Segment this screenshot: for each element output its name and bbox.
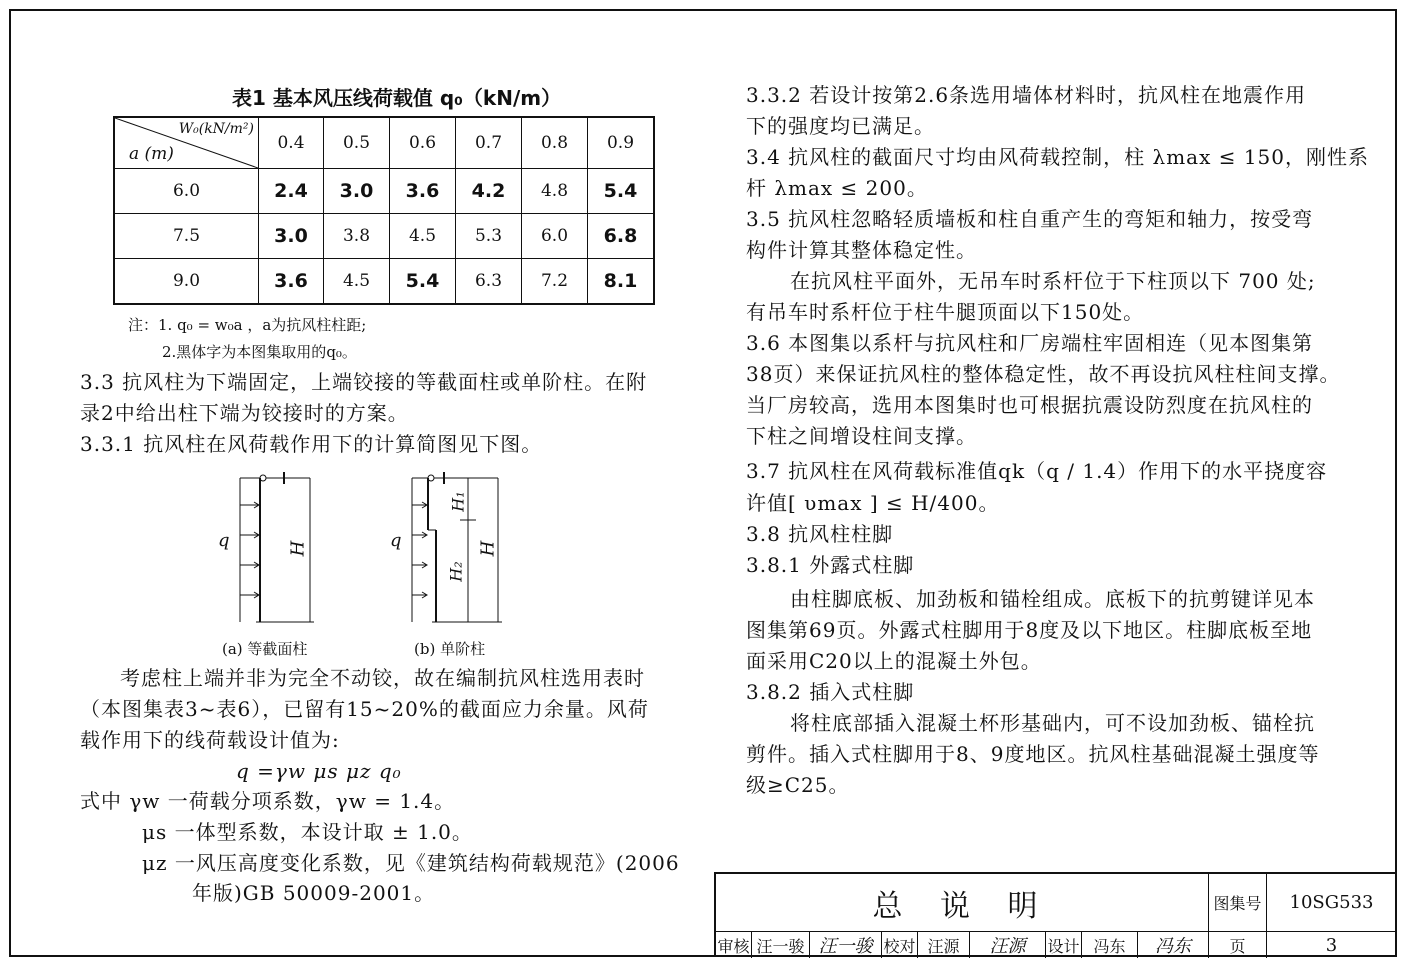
label-q-b: q	[390, 530, 402, 551]
right-line-23: 级≥C25。	[746, 773, 850, 797]
col-header: 0.4	[259, 117, 324, 169]
diagram-b-caption: (b) 单阶柱	[414, 640, 486, 658]
col-header: 0.5	[324, 117, 390, 169]
para-consider-3: 载作用下的线荷载设计值为:	[80, 728, 340, 752]
row-header: 9.0	[114, 259, 259, 305]
designer-signature: 冯东	[1138, 932, 1209, 958]
table-cell: 5.3	[456, 214, 522, 259]
table-cell: 6.8	[588, 214, 655, 259]
col-header: 0.9	[588, 117, 655, 169]
reviewer-name: 汪一骏	[752, 932, 810, 958]
table-cell: 2.4	[259, 169, 324, 214]
right-line-2: 下的强度均已满足。	[746, 114, 935, 138]
table-caption: 表1 基本风压线荷载值 q₀（kN/m）	[232, 86, 562, 110]
table-cell: 6.3	[456, 259, 522, 305]
right-line-19: 面采用C20以上的混凝土外包。	[746, 649, 1042, 673]
table-corner-cell	[114, 117, 259, 169]
table-row	[114, 259, 654, 305]
right-line-15: 3.8 抗风柱柱脚	[746, 522, 894, 546]
atlas-no-label: 图集号	[1209, 874, 1267, 931]
diagram-a-caption: (a) 等截面柱	[222, 640, 308, 658]
table-cell: 4.8	[522, 169, 588, 214]
table-cell: 7.2	[522, 259, 588, 305]
title-block-row-top	[716, 874, 1396, 932]
right-line-3: 3.4 抗风柱的截面尺寸均由风荷载控制，柱 λmax ≤ 150，刚性系	[746, 145, 1370, 169]
right-line-17: 由柱脚底板、加劲板和锚栓组成。底板下的抗剪键详见本	[790, 587, 1315, 611]
right-line-9: 3.6 本图集以系杆与抗风柱和厂房端柱牢固相连（见本图集第	[746, 331, 1314, 355]
right-line-13: 3.7 抗风柱在风荷载标准值qk（q / 1.4）作用下的水平挠度容	[746, 459, 1328, 483]
table-cell: 3.0	[324, 169, 390, 214]
title-block-row-bottom	[716, 932, 1396, 958]
design-label: 设计	[1046, 932, 1082, 958]
check-label: 校对	[882, 932, 918, 958]
table-cell: 3.6	[259, 259, 324, 305]
table-cell: 5.4	[390, 259, 456, 305]
label-H-a: H	[287, 540, 309, 557]
para-consider-1: 考虑柱上端并非为完全不动铰，故在编制抗风柱选用表时	[120, 666, 645, 690]
wind-load-table	[113, 116, 655, 305]
where-muz: μz 一风压高度变化系数，见《建筑结构荷载规范》(2006	[142, 851, 680, 875]
para-3-3-1: 3.3.1 抗风柱在风荷载作用下的计算简图见下图。	[80, 432, 543, 456]
table-cell: 4.5	[390, 214, 456, 259]
title-block	[714, 872, 1396, 956]
right-line-14: 许值[ υmax ] ≤ H/400。	[746, 491, 1000, 515]
col-header: 0.8	[522, 117, 588, 169]
right-line-7: 在抗风柱平面外，无吊车时系杆位于下柱顶以下 700 处;	[790, 269, 1316, 293]
right-line-21: 将柱底部插入混凝土杯形基础内，可不设加劲板、锚栓抗	[790, 711, 1315, 735]
table-cell: 3.0	[259, 214, 324, 259]
table-cell: 3.6	[390, 169, 456, 214]
table-cell: 3.8	[324, 214, 390, 259]
page-label: 页	[1209, 932, 1267, 958]
right-line-22: 剪件。插入式柱脚用于8、9度地区。抗风柱基础混凝土强度等	[746, 742, 1320, 766]
checker-name: 汪源	[918, 932, 970, 958]
right-line-1: 3.3.2 若设计按第2.6条选用墙体材料时，抗风柱在地震作用	[746, 83, 1307, 107]
row-header: 7.5	[114, 214, 259, 259]
label-H2: H₂	[446, 561, 466, 582]
right-line-11: 当厂房较高，选用本图集时也可根据抗震设防烈度在抗风柱的	[746, 393, 1313, 417]
right-line-5: 3.5 抗风柱忽略轻质墙板和柱自重产生的弯矩和轴力，按受弯	[746, 207, 1314, 231]
table-header-row	[114, 117, 654, 169]
right-line-16: 3.8.1 外露式柱脚	[746, 553, 915, 577]
col-header: 0.6	[390, 117, 456, 169]
table-note-2: 2.黑体字为本图集取用的q₀。	[162, 343, 357, 361]
right-line-10: 38页）来保证抗风柱的整体稳定性，故不再设抗风柱柱间支撑。	[746, 362, 1341, 386]
header-w0: W₀(kN/m²)	[178, 121, 254, 137]
right-line-4: 杆 λmax ≤ 200。	[746, 176, 928, 200]
right-line-12: 下柱之间增设柱间支撑。	[746, 424, 977, 448]
table-cell: 4.5	[324, 259, 390, 305]
table-row	[114, 214, 654, 259]
table-row	[114, 169, 654, 214]
diagram-stepped-section	[372, 470, 532, 630]
header-a: a (m)	[129, 144, 174, 164]
drawing-title: 总 说 明	[716, 874, 1209, 931]
para-3-3-line1: 3.3 抗风柱为下端固定，上端铰接的等截面柱或单阶柱。在附	[80, 370, 648, 394]
table-cell: 4.2	[456, 169, 522, 214]
col-header: 0.7	[456, 117, 522, 169]
right-line-20: 3.8.2 插入式柱脚	[746, 680, 915, 704]
table-note-1: 注：1. q₀ = w₀a ，a为抗风柱柱距;	[128, 316, 367, 334]
label-q-a: q	[218, 530, 230, 551]
checker-signature: 汪源	[970, 932, 1046, 958]
diagram-constant-section	[200, 470, 350, 630]
reviewer-signature: 汪一骏	[810, 932, 882, 958]
para-3-3-line2: 录2中给出柱下端为铰接时的方案。	[80, 401, 409, 425]
formula-q: q =γw μs μz q₀	[236, 759, 402, 783]
row-header: 6.0	[114, 169, 259, 214]
designer-name: 冯东	[1082, 932, 1138, 958]
where-mus: μs 一体型系数，本设计取 ± 1.0。	[142, 820, 473, 844]
label-H1: H₁	[448, 491, 468, 512]
right-line-8: 有吊车时系杆位于柱牛腿顶面以下150处。	[746, 300, 1145, 324]
label-H-b: H	[477, 540, 499, 557]
atlas-no: 10SG533	[1289, 892, 1374, 913]
table-cell: 5.4	[588, 169, 655, 214]
where-muz-cont: 年版)GB 50009-2001。	[192, 881, 436, 905]
where-gamma: 式中 γw 一荷载分项系数，γw = 1.4。	[80, 789, 456, 813]
page-number: 3	[1325, 934, 1338, 956]
table-cell: 6.0	[522, 214, 588, 259]
table-cell: 8.1	[588, 259, 655, 305]
right-line-18: 图集第69页。外露式柱脚用于8度及以下地区。柱脚底板至地	[746, 618, 1313, 642]
para-consider-2: （本图集表3~表6），已留有15~20%的截面应力余量。风荷	[80, 697, 649, 721]
review-label: 审核	[716, 932, 752, 958]
right-line-6: 构件计算其整体稳定性。	[746, 238, 977, 262]
